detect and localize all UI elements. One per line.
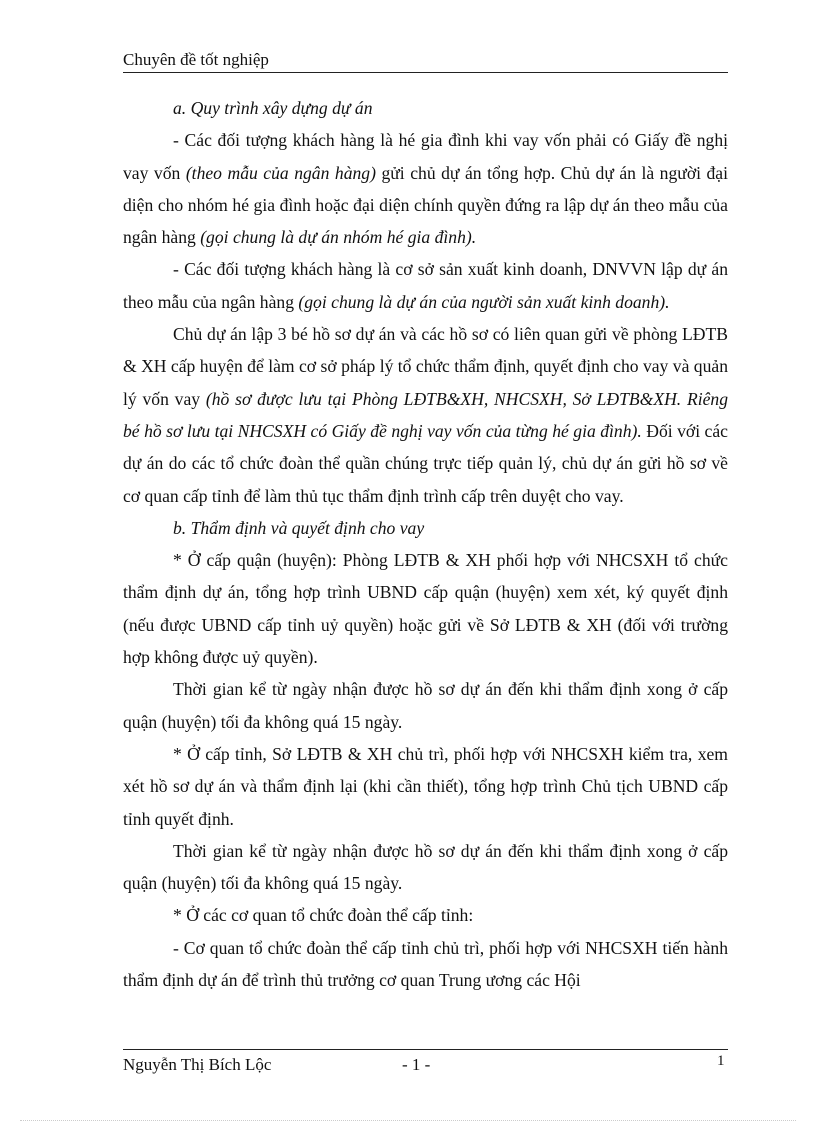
text-run: - Các đối tượng khách hàng là hé gia đình khi vay vốn phải có Giấy đề nghị vay vốn	[123, 130, 728, 183]
paragraph: * Ở cấp tỉnh, Sở LĐTB & XH chủ trì, phối hợp với NHCSXH kiểm tra, xem xét hồ sơ dự án và thẩm định lại (khi cần thiết), tổng hợp trình Chủ tịch UBND cấp tỉnh quyết định.	[123, 743, 728, 829]
paragraph	[123, 318, 728, 512]
footer-author: Nguyễn Thị Bích Lộc	[123, 1055, 272, 1074]
header-title: Chuyên đề tốt nghiệp	[123, 50, 269, 69]
text-run: - Các đối tượng khách hàng là cơ sở sản xuất kinh doanh, DNVVN lập dự án theo mẫu của ngân hàng	[123, 259, 728, 312]
paragraph: * Ở các cơ quan tổ chức đoàn thể cấp tỉnh:	[173, 905, 474, 926]
paragraph: * Ở cấp quận (huyện): Phòng LĐTB & XH phối hợp với NHCSXH tổ chức thẩm định dự án, tổng hợp trình UBND cấp quận (huyện) xem xét, ký quyết định (nếu được UBND cấp tỉnh uỷ quyền) hoặc gửi về Sở LĐTB & XH (đối với trường hợp không được uỷ quyền).	[123, 550, 728, 668]
text-run: gửi chủ dự án tổng hợp. Chủ dự án là người đại diện cho nhóm hé gia đình hoặc đại diện chính quyền đứng ra lập dự án theo mẫu của ngân hàng	[123, 162, 729, 248]
text-run-italic: (gọi chung là dự án của người sản xuất kinh doanh).	[298, 291, 670, 312]
text-run: Đối với các dự án do các tổ chức đoàn thể quần chúng trực tiếp quản lý, chủ dự án gửi hồ sơ về cơ quan cấp tỉnh để làm thủ tục thẩm định trình cấp trên duyệt cho vay.	[123, 420, 728, 506]
footer-page-number: 1	[717, 1053, 725, 1069]
page-edge-divider	[20, 1120, 796, 1121]
paragraph: - Cơ quan tổ chức đoàn thể cấp tỉnh chủ trì, phối hợp với NHCSXH tiến hành thẩm định dự án để trình thủ trưởng cơ quan Trung ương các Hội	[123, 937, 728, 991]
footer-divider	[123, 1049, 728, 1050]
paragraph	[123, 124, 728, 253]
paragraph: Thời gian kể từ ngày nhận được hồ sơ dự án đến khi thẩm định xong ở cấp quận (huyện) tối đa không quá 15 ngày.	[123, 840, 728, 894]
footer-page-label: - 1 -	[402, 1055, 431, 1074]
section-heading-a: a. Quy trình xây dựng dự án	[173, 98, 373, 118]
page-header	[123, 48, 728, 73]
text-run-italic: (hồ sơ được lưu tại Phòng LĐTB&XH, NHCSXH, Sở LĐTB&XH. Riêng bé hồ sơ lưu tại NHCSXH có Giấy đề nghị vay vốn của từng hé gia đình).	[123, 388, 728, 441]
paragraph: Thời gian kể từ ngày nhận được hồ sơ dự án đến khi thẩm định xong ở cấp quận (huyện) tối đa không quá 15 ngày.	[123, 679, 728, 732]
text-run-italic: (theo mẫu của ngân hàng)	[185, 162, 376, 183]
text-run: Chủ dự án lập 3 bé hồ sơ dự án và các hồ sơ có liên quan gửi về phòng LĐTB & XH cấp huyện để làm cơ sở pháp lý tổ chức thẩm định, quyết định cho vay và quản lý vốn vay	[123, 324, 728, 409]
section-heading-b: b. Thẩm định và quyết định cho vay	[173, 517, 425, 538]
paragraph	[123, 253, 728, 318]
document-body	[123, 92, 728, 996]
text-run-italic: (gọi chung là dự án nhóm hé gia đình).	[200, 227, 477, 248]
